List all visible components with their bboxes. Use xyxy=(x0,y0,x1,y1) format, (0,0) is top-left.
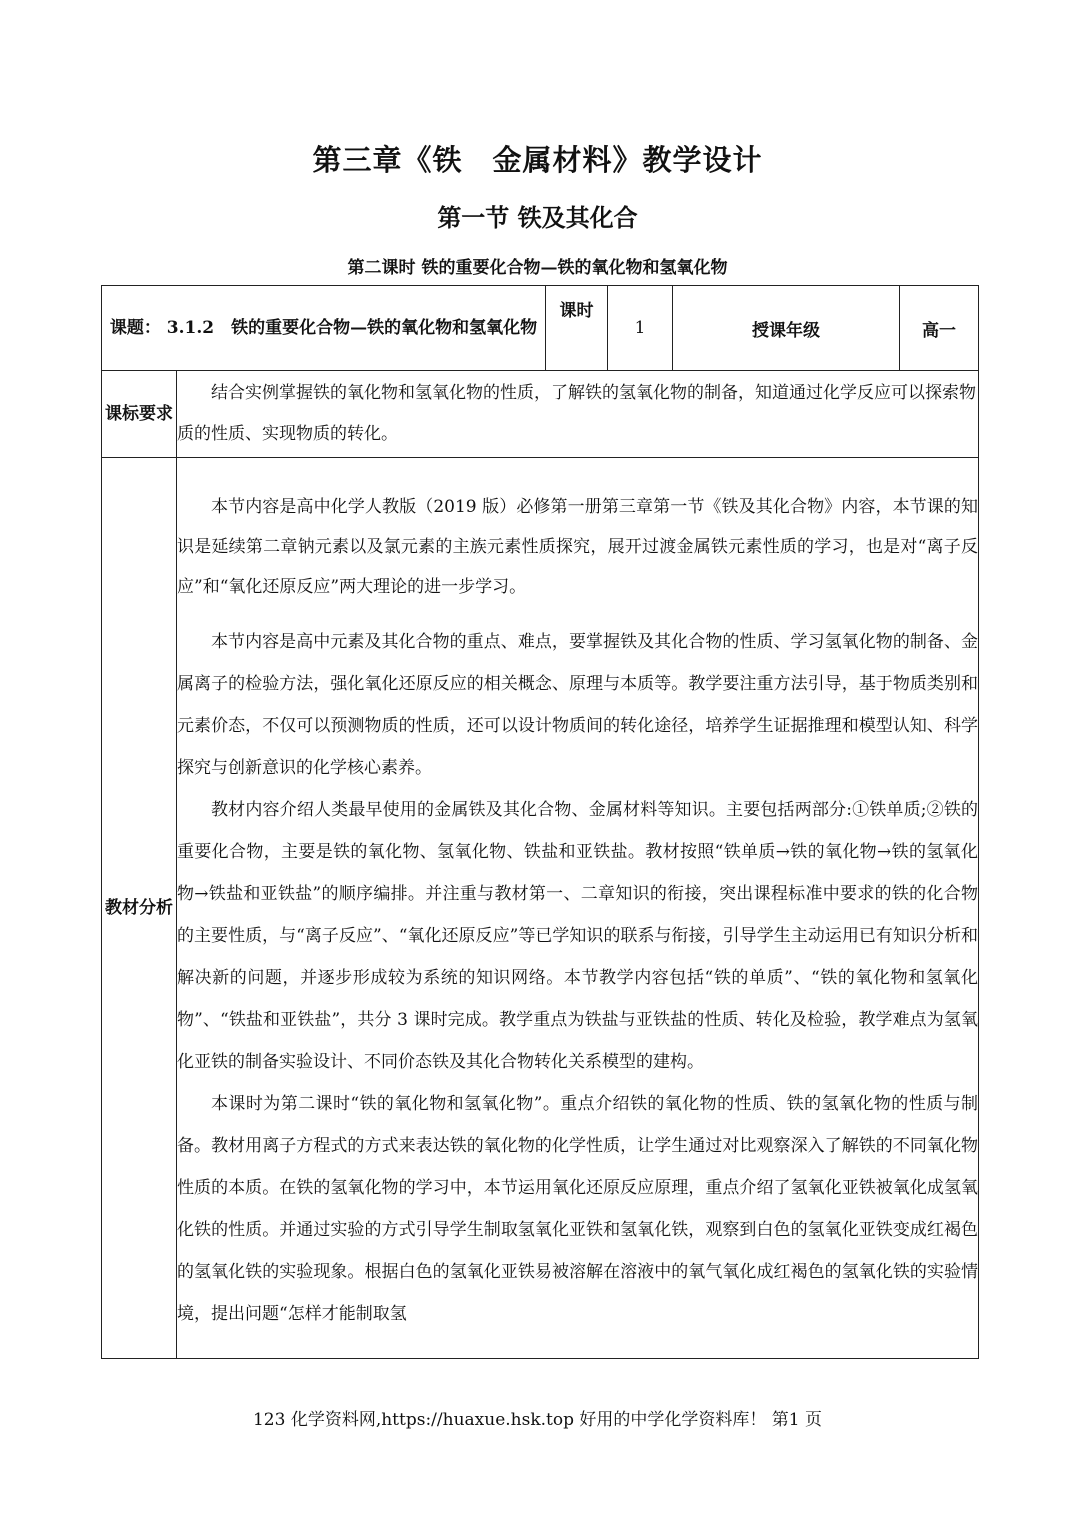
analysis-body xyxy=(177,458,979,1359)
section-title: 第一节 铁及其化合 xyxy=(437,203,638,232)
period-value: 1 xyxy=(608,286,673,371)
grade-label: 授课年级 xyxy=(673,286,900,371)
analysis-paragraph: 本节内容是高中化学人教版（2019 版）必修第一册第三章第一节《铁及其化合物》内容，本节课的知识是延续第二章钠元素以及氯元素的主族元素性质探究，展开过渡金属铁元素性质的学习，也是对“离子反应”和“氧化还原反应”两大理论的进一步学习。 xyxy=(177,496,978,597)
standard-label: 课标要求 xyxy=(102,371,177,458)
period-label: 课时 xyxy=(546,286,608,371)
lesson-plan-table xyxy=(101,285,979,1359)
analysis-paragraph: 教材内容介绍人类最早使用的金属铁及其化合物、金属材料等知识。主要包括两部分:①铁单质;②铁的重要化合物，主要是铁的氧化物、氢氧化物、铁盐和亚铁盐。教材按照“铁单质→铁的氧化物→铁的氢氧化物→铁盐和亚铁盐”的顺序编排。并注重与教材第一、二章知识的衔接，突出课程标准中要求的铁的化合物的主要性质，与“离子反应”、“氧化还原反应”等已学知识的联系与衔接，引导学生主动运用已有知识分析和解决新的问题，并逐步形成较为系统的知识网络。本节教学内容包括“铁的单质”、“铁的氧化物和氢氧化物”、“铁盐和亚铁盐”，共分 3 课时完成。教学重点为铁盐与亚铁盐的性质、转化及检验，教学难点为氢氧化亚铁的制备实验设计、不同价态铁及其化合物转化关系模型的建构。 xyxy=(177,799,978,1072)
analysis-paragraph: 本节内容是高中元素及其化合物的重点、难点，要掌握铁及其化合物的性质、学习氢氧化物的制备、金属离子的检验方法，强化氧化还原反应的相关概念、原理与本质等。教学要注重方法引导，基于物质类别和元素价态，不仅可以预测物质的性质，还可以设计物质间的转化途径，培养学生证据推理和模型认知、科学探究与创新意识的化学核心素养。 xyxy=(177,631,978,778)
analysis-paragraph: 本课时为第二课时“铁的氧化物和氢氧化物”。重点介绍铁的氧化物的性质、铁的氢氧化物的性质与制备。教材用离子方程式的方式来表达铁的氧化物的化学性质，让学生通过对比观察深入了解铁的不同氧化物性质的本质。在铁的氢氧化物的学习中，本节运用氧化还原反应原理，重点介绍了氢氧化亚铁被氧化成氢氧化铁的性质。并通过实验的方式引导学生制取氢氧化亚铁和氢氧化铁，观察到白色的氢氧化亚铁变成红褐色的氢氧化铁的实验现象。根据白色的氢氧化亚铁易被溶解在溶液中的氧气氧化成红褐色的氢氧化铁的实验情境，提出问题“怎样才能制取氢 xyxy=(177,1093,978,1324)
analysis-label: 教材分析 xyxy=(102,458,177,1359)
grade-value: 高一 xyxy=(900,286,979,371)
document-title: 第三章《铁 金属材料》教学设计 xyxy=(312,143,763,177)
topic-cell: 课题： 3.1.2 铁的重要化合物—铁的氧化物和氢氧化物 xyxy=(102,286,546,371)
lesson-title: 第二课时 铁的重要化合物—铁的氧化物和氢氧化物 xyxy=(347,258,728,278)
analysis-row xyxy=(102,458,979,1359)
standard-row xyxy=(102,371,979,458)
header-row xyxy=(102,286,979,371)
page-footer: 123 化学资料网,https://huaxue.hsk.top 好用的中学化学资料库！ 第1 页 xyxy=(252,1410,823,1430)
standard-text: 结合实例掌握铁的氧化物和氢氧化物的性质，了解铁的氢氧化物的制备，知道通过化学反应可以探索物质的性质、实现物质的转化。 xyxy=(177,371,979,458)
